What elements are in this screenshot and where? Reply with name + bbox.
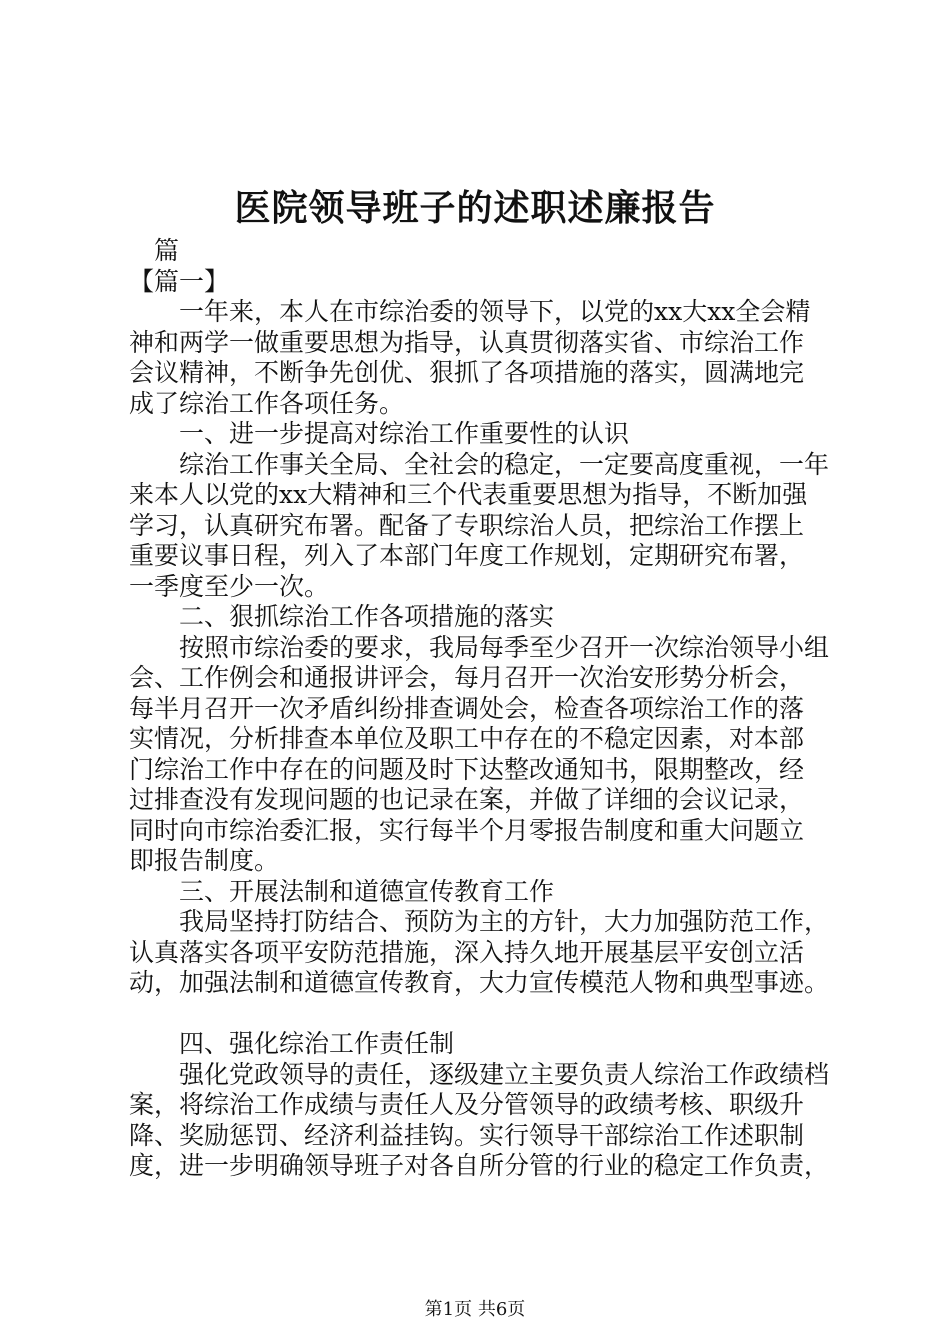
text-line: 成了综治工作各项任务。 — [129, 388, 405, 418]
text-line: 度，进一步明确领导班子对各自所分管的行业的稳定工作负责， — [129, 1151, 830, 1180]
text-line: 神和两学一做重要思想为指导，认真贯彻落实省、市综治工作 — [129, 327, 805, 357]
section-heading: 二、狠抓综治工作各项措施的落实 — [179, 602, 555, 631]
text-line: 综治工作事关全局、全社会的稳定，一定要高度重视，一年 — [179, 449, 830, 479]
document-body — [129, 236, 834, 1182]
text-line: 同时向市综治委汇报，实行每半个月零报告制度和重大问题立 — [129, 815, 805, 845]
text-line: 学习，认真研究布署。配备了专职综治人员，把综治工作摆上 — [129, 510, 805, 540]
text-line: 篇 — [154, 236, 180, 265]
text-line: 我局坚持打防结合、预防为主的方针，大力加强防范工作， — [179, 907, 830, 936]
text-line: 即报告制度。 — [129, 846, 280, 875]
text-line: 重要议事日程，列入了本部门年度工作规划，定期研究布署， — [129, 541, 805, 570]
section-heading: 一、进一步提高对综治工作重要性的认识 — [179, 419, 630, 448]
paragraph-gap — [129, 999, 834, 1030]
text-line: 一季度至少一次。 — [129, 571, 330, 601]
section-heading: 四、强化综治工作责任制 — [179, 1029, 455, 1058]
text-line: 会议精神，不断争先创优、狠抓了各项措施的落实，圆满地完 — [129, 358, 805, 387]
section-heading: 三、开展法制和道德宣传教育工作 — [179, 876, 555, 906]
text-line: 门综治工作中存在的问题及时下达整改通知书，限期整改，经 — [129, 754, 805, 784]
text-line: 一年来，本人在市综治委的领导下，以党的xx大xx全会精 — [179, 297, 811, 326]
text-line: 过排查没有发现问题的也记录在案，并做了详细的会议记录， — [129, 785, 805, 814]
text-line: 案，将综治工作成绩与责任人及分管领导的政绩考核、职级升 — [129, 1090, 805, 1119]
text-line: 降、奖励惩罚、经济利益挂钩。实行领导干部综治工作述职制 — [129, 1120, 805, 1150]
text-line: 认真落实各项平安防范措施，深入持久地开展基层平安创立活 — [129, 937, 805, 967]
text-line: 动，加强法制和道德宣传教育，大力宣传模范人物和典型事迹。 — [129, 968, 830, 997]
page-number-footer: 第1页 共6页 — [424, 1299, 526, 1320]
text-line: 按照市综治委的要求，我局每季至少召开一次综治领导小组 — [179, 632, 830, 662]
text-line: 来本人以党的xx大精神和三个代表重要思想为指导，不断加强 — [129, 480, 808, 509]
text-line: 会、工作例会和通报讲评会，每月召开一次治安形势分析会， — [129, 663, 805, 692]
text-line: 实情况，分析排查本单位及职工中存在的不稳定因素，对本部 — [129, 724, 805, 753]
text-line: 每半月召开一次矛盾纠纷排查调处会，检查各项综治工作的落 — [129, 693, 805, 723]
text-line: 强化党政领导的责任，逐级建立主要负责人综治工作政绩档 — [179, 1059, 830, 1089]
document-title: 医院领导班子的述职述廉报告 — [234, 187, 716, 229]
section-heading: 【篇一】 — [129, 266, 230, 296]
